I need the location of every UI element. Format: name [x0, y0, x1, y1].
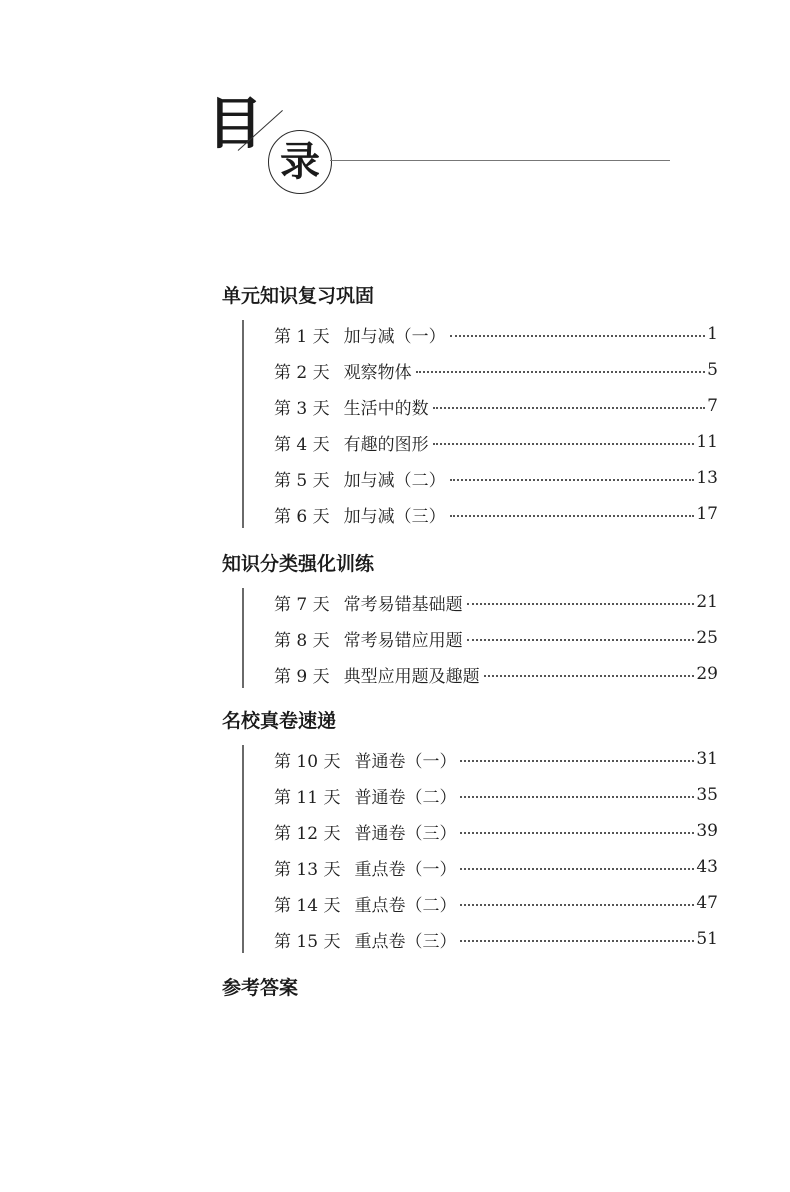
- entry-name: 常考易错应用题: [343, 630, 463, 651]
- toc-title-char-1: 目: [207, 91, 263, 157]
- dot-leader: [460, 796, 694, 798]
- entry-page: 47: [696, 893, 718, 913]
- dot-leader: [460, 760, 694, 762]
- entry-page: 51: [696, 929, 718, 949]
- entry-name: 加与减（一）: [343, 326, 446, 347]
- entry-day: 第 15 天: [274, 931, 341, 952]
- entry-name: 生活中的数: [343, 398, 429, 419]
- section-entries: [222, 741, 742, 957]
- entry-name: 重点卷（一）: [354, 859, 457, 880]
- entry-page: 29: [696, 664, 718, 684]
- toc-entry[interactable]: [274, 741, 718, 777]
- entry-page: 17: [696, 504, 718, 524]
- entry-day: 第 2 天: [274, 362, 330, 383]
- section-entries: [222, 316, 742, 532]
- entry-page: 31: [696, 749, 718, 769]
- entry-day: 第 13 天: [274, 859, 341, 880]
- dot-leader: [467, 603, 695, 605]
- section-vertical-bar: [242, 320, 244, 528]
- toc-entry[interactable]: [274, 460, 718, 496]
- entry-page: 11: [696, 432, 718, 452]
- entry-day: 第 9 天: [274, 666, 330, 687]
- toc-entry[interactable]: [274, 620, 718, 656]
- entry-page: 21: [696, 592, 718, 612]
- toc-section-school-exams: [222, 709, 742, 957]
- entry-page: 39: [696, 821, 718, 841]
- toc-section-answers[interactable]: [222, 976, 742, 1000]
- entry-day: 第 12 天: [274, 823, 341, 844]
- toc-entry[interactable]: [274, 424, 718, 460]
- entry-name: 典型应用题及趣题: [343, 666, 480, 687]
- entry-page: 43: [696, 857, 718, 877]
- entry-day: 第 14 天: [274, 895, 341, 916]
- entry-day: 第 4 天: [274, 434, 330, 455]
- dot-leader: [460, 832, 694, 834]
- toc-entry[interactable]: [274, 921, 718, 957]
- dot-leader: [450, 479, 695, 481]
- toc-entry[interactable]: [274, 813, 718, 849]
- dot-leader: [484, 675, 695, 677]
- dot-leader: [460, 904, 694, 906]
- title-underline: [330, 160, 670, 161]
- entry-day: 第 6 天: [274, 506, 330, 527]
- section-title: 参考答案: [222, 977, 299, 999]
- toc-section-unit-review: [222, 284, 742, 532]
- toc-entry[interactable]: [274, 352, 718, 388]
- toc-entry[interactable]: [274, 849, 718, 885]
- entry-page: 13: [696, 468, 718, 488]
- entry-name: 观察物体: [343, 362, 412, 383]
- section-vertical-bar: [242, 745, 244, 953]
- toc-entry[interactable]: [274, 316, 718, 352]
- toc-entry[interactable]: [274, 584, 718, 620]
- entry-page: 5: [707, 360, 718, 380]
- entry-day: 第 7 天: [274, 594, 330, 615]
- entry-day: 第 8 天: [274, 630, 330, 651]
- toc-entry[interactable]: [274, 885, 718, 921]
- title-circle-emblem: [268, 130, 332, 194]
- entry-name: 常考易错基础题: [343, 594, 463, 615]
- toc-entry[interactable]: [274, 777, 718, 813]
- toc-section-classified-training: [222, 552, 742, 692]
- entry-name: 加与减（二）: [343, 470, 446, 491]
- dot-leader: [450, 515, 695, 517]
- section-title: 名校真卷速递: [222, 710, 337, 732]
- entry-day: 第 1 天: [274, 326, 330, 347]
- entry-page: 7: [707, 396, 718, 416]
- entry-day: 第 3 天: [274, 398, 330, 419]
- dot-leader: [416, 371, 706, 373]
- entry-name: 普通卷（一）: [354, 751, 457, 772]
- toc-entry[interactable]: [274, 496, 718, 532]
- toc-title-char-2: 录: [280, 138, 320, 185]
- entry-name: 普通卷（二）: [354, 787, 457, 808]
- entry-page: 1: [707, 324, 718, 344]
- section-title: 单元知识复习巩固: [222, 285, 375, 307]
- toc-entry[interactable]: [274, 388, 718, 424]
- section-title: 知识分类强化训练: [222, 553, 375, 575]
- dot-leader: [460, 868, 694, 870]
- dot-leader: [460, 940, 694, 942]
- entry-name: 加与减（三）: [343, 506, 446, 527]
- entry-name: 有趣的图形: [343, 434, 429, 455]
- dot-leader: [467, 639, 695, 641]
- entry-day: 第 5 天: [274, 470, 330, 491]
- entry-name: 重点卷（三）: [354, 931, 457, 952]
- toc-entry[interactable]: [274, 656, 718, 692]
- entry-name: 普通卷（三）: [354, 823, 457, 844]
- section-vertical-bar: [242, 588, 244, 688]
- entry-name: 重点卷（二）: [354, 895, 457, 916]
- entry-day: 第 11 天: [274, 787, 341, 808]
- dot-leader: [433, 443, 695, 445]
- entry-page: 35: [696, 785, 718, 805]
- dot-leader: [450, 335, 706, 337]
- entry-page: 25: [696, 628, 718, 648]
- section-entries: [222, 584, 742, 692]
- entry-day: 第 10 天: [274, 751, 341, 772]
- dot-leader: [433, 407, 706, 409]
